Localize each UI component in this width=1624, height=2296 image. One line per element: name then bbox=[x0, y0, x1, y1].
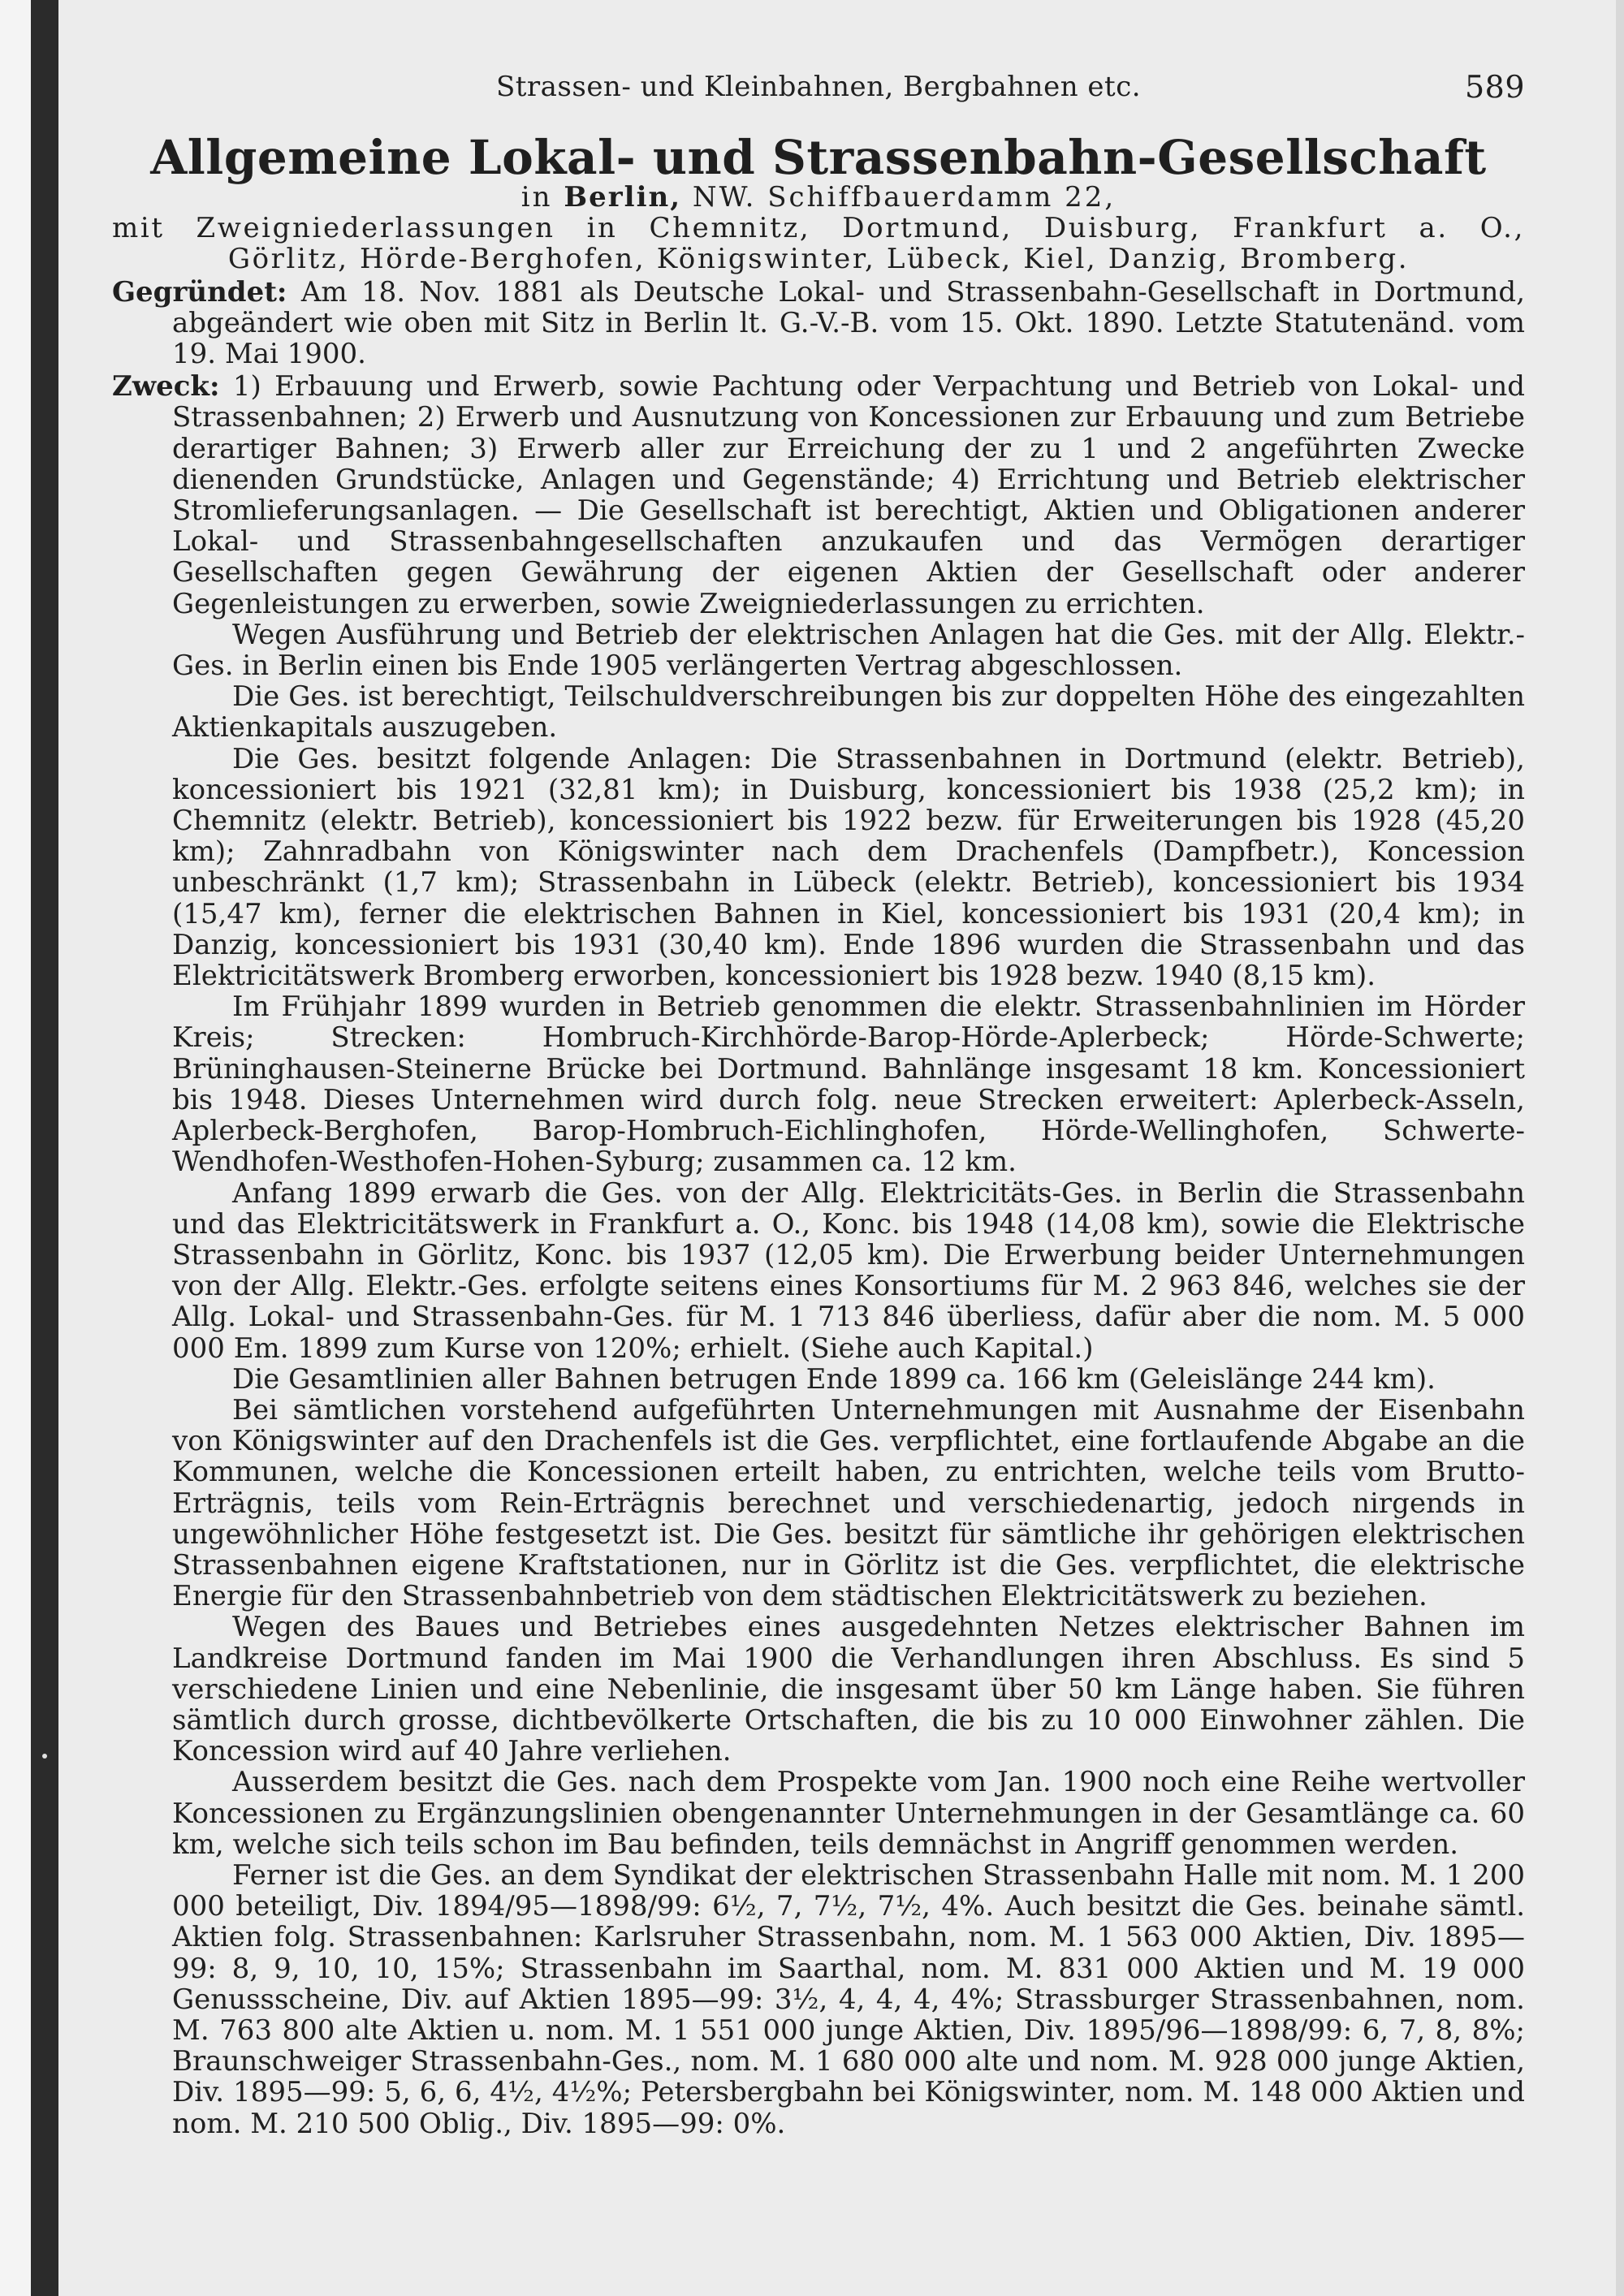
paragraph: Bei sämtlichen vorstehend aufgeführten Unternehmungen mit Ausnahme der Eisenbahn von Königswinter auf den Drachenfels ist die Ges. verpflichtet, eine fortlaufende Abgabe an die Kommunen, welche die Koncessionen erteilt haben, zu entrichten, welche teils vom Brutto-Erträgnis, teils vom Rein-Erträgnis berechnet und verschiedenartig, jedoch nirgends in ungewöhnlicher Höhe festgesetzt ist. Die Ges. besitzt für sämtliche ihr gehörigen elektrischen Strassenbahnen eigene Kraftstationen, nur in Görlitz ist die Ges. verpflichtet, die elektrische Energie für den Strassenbahnbetrieb von dem städtischen Elektricitätswerk zu beziehen. bbox=[172, 1393, 1525, 1613]
purpose-text: 1) Erbauung und Erwerb, sowie Pachtung oder Verpachtung und Betrieb von Lokal- und Strassenbahnen; 2) Erwerb und Ausnutzung von Koncessionen zur Erbauung und zum Betriebe derartiger Bahnen; 3) Erwerb aller zur Erreichung der zu 1 und 2 angeführten Zwecke dienenden Grundstücke, Anlagen und Gegenstände; 4) Errichtung und Betrieb elektrischer Stromlieferungsanlagen. — Die Gesellschaft ist berechtigt, Aktien und Obligationen anderer Lokal- und Strassenbahngesellschaften anzukaufen und das Vermögen derartiger Gesellschaften gegen Gewährung der eigenen Aktien der Gesellschaft oder anderer Gegenleistungen zu erwerben, sowie Zweigniederlassungen zu errichten. bbox=[172, 370, 1525, 620]
paragraph: Die Gesamtlinien aller Bahnen betrugen Ende 1899 ca. 166 km (Geleislänge 244 km). bbox=[232, 1362, 1436, 1396]
scan-margin-right bbox=[1616, 0, 1624, 2296]
paragraph: Ferner ist die Ges. an dem Syndikat der elektrischen Strassenbahn Halle mit nom. M. 1 200 000 beteiligt, Div. 1894/95—1898/99: 6½, 7, 7½, 7½, 4%. Auch besitzt die Ges. beinahe sämtl. Aktien folg. Strassenbahnen: Karlsruher Strassenbahn, nom. M. 1 563 000 Aktien, Div. 1895—99: 8, 9, 10, 10, 15%; Strassenbahn im Saarthal, nom. M. 831 000 Aktien und M. 19 000 Genussscheine, Div. auf Aktien 1895—99: 3½, 4, 4, 4, 4%; Strassburger Strassenbahnen, nom. M. 763 800 alte Aktien u. nom. M. 1 551 000 junge Aktien, Div. 1895/96—1898/99: 6, 7, 8, 8%; Braunschweiger Strassenbahn-Ges., nom. M. 1 680 000 alte und nom. M. 928 000 junge Aktien, Div. 1895—99: 5, 6, 6, 4½, 4½%; Petersbergbahn bei Königswinter, nom. M. 148 000 Aktien und nom. M. 210 500 Oblig., Div. 1895—99: 0%. bbox=[172, 1858, 1525, 2140]
company-address: NW. Schiffbauerdamm 22, bbox=[692, 181, 1116, 214]
page-header bbox=[112, 71, 1525, 114]
paragraph: Im Frühjahr 1899 wurden in Betrieb genommen die elektr. Strassenbahnlinien im Hörder Kreis; Strecken: Hombruch-Kirchhörde-Barop-Hörde-Aplerbeck; Hörde-Schwerte; Brüninghausen-Steinerne Brücke bei Dortmund. Bahnlänge insgesamt 18 km. Koncessioniert bis 1948. Dieses Unternehmen wird durch folg. neue Strecken erweitert: Aplerbeck-Asseln, Aplerbeck-Berghofen, Barop-Hombruch-Eichlinghofen, Hörde-Wellinghofen, Schwerte-Wendhofen-Westhofen-Hohen-Syburg; zusammen ca. 12 km. bbox=[172, 990, 1525, 1179]
company-city: Berlin, bbox=[564, 181, 682, 214]
paragraph: Die Ges. ist berechtigt, Teilschuldverschreibungen bis zur doppelten Höhe des eingezahlten Aktienkapitals auszugeben. bbox=[172, 680, 1525, 744]
paragraph: Ausserdem besitzt die Ges. nach dem Prospekte vom Jan. 1900 noch eine Reihe wertvoller Koncessionen zu Ergänzungslinien obengenannter Unternehmungen in der Gesamtlänge ca. 60 km, welche sich teils schon im Bau befinden, teils demnächst in Angriff genommen werden. bbox=[172, 1766, 1525, 1861]
founded-label: Gegründet: bbox=[112, 275, 287, 309]
purpose-paragraphs bbox=[112, 619, 1525, 2139]
document-page bbox=[58, 0, 1624, 2296]
running-title: Strassen- und Kleinbahnen, Bergbahnen etc. bbox=[495, 71, 1142, 103]
location-prefix: in bbox=[520, 181, 553, 214]
founded-text: Am 18. Nov. 1881 als Deutsche Lokal- und Strassenbahn-Gesellschaft in Dortmund, abgeändert wie oben mit Sitz in Berlin lt. G.-V.-B. vom 15. Okt. 1890. Letzte Statutenänd. vom 19. Mai 1900. bbox=[172, 275, 1526, 371]
company-title: Allgemeine Lokal- und Strassenbahn-Gesellschaft bbox=[150, 130, 1487, 185]
purpose-section bbox=[112, 371, 1525, 619]
paragraph: Anfang 1899 erwarb die Ges. von der Allg. Elektricitäts-Ges. in Berlin die Strassenbahn und das Elektricitätswerk in Frankfurt a. O., Konc. bis 1948 (14,08 km), sowie die Elektrische Strassenbahn in Görlitz, Konc. bis 1937 (12,05 km). Die Erwerbung beider Unternehmungen von der Allg. Elektr.-Ges. erfolgte seitens eines Konsortiums für M. 2 963 846, welches sie der Allg. Lokal- und Strassenbahn-Ges. für M. 1 713 846 überliess, dafür aber die nom. M. 5 000 000 Em. 1899 zum Kurse von 120%; erhielt. (Siehe auch Kapital.) bbox=[172, 1176, 1525, 1365]
branches-line-1: mit Zweigniederlassungen in Chemnitz, Dortmund, Duisburg, Frankfurt a. O., bbox=[112, 212, 1525, 245]
branches-line-2: Görlitz, Hörde-Berghofen, Königswinter, Lübeck, Kiel, Danzig, Bromberg. bbox=[227, 243, 1410, 276]
paragraph: Wegen Ausführung und Betrieb der elektrischen Anlagen hat die Ges. mit der Allg. Elektr.-Ges. in Berlin einen bis Ende 1905 verlängerten Vertrag abgeschlossen. bbox=[172, 618, 1525, 683]
scan-margin-left bbox=[0, 0, 34, 2296]
purpose-label: Zweck: bbox=[112, 370, 220, 404]
paragraph: Die Ges. besitzt folgende Anlagen: Die Strassenbahnen in Dortmund (elektr. Betrieb), koncessioniert bis 1921 (32,81 km); in Duisburg, koncessioniert bis 1938 (25,2 km); in Chemnitz (elektr. Betrieb), koncessioniert bis 1922 bezw. für Erweiterungen bis 1928 (45,20 km); Zahnradbahn von Königswinter nach dem Drachenfels (Dampfbetr.), Koncession unbeschränkt (1,7 km); Strassenbahn in Lübeck (elektr. Betrieb), koncessioniert bis 1934 (15,47 km), ferner die elektrischen Bahnen in Kiel, koncessioniert bis 1931 (20,4 km); in Danzig, koncessioniert bis 1931 (30,40 km). Ende 1896 wurden die Strassenbahn und das Elektricitätswerk Bromberg erworben, koncessioniert bis 1928 bezw. 1940 (8,15 km). bbox=[172, 742, 1525, 993]
paragraph: Wegen des Baues und Betriebes eines ausgedehnten Netzes elektrischer Bahnen im Landkreise Dortmund fanden im Mai 1900 die Verhandlungen ihren Abschluss. Es sind 5 verschiedene Linien und eine Nebenlinie, die insgesamt über 50 km Länge haben. Sie führen sämtlich durch grosse, dichtbevölkerte Ortschaften, die bis zu 10 000 Einwohner zählen. Die Koncession wird auf 40 Jahre verliehen. bbox=[172, 1611, 1525, 1768]
page-content bbox=[112, 71, 1525, 2139]
page-number: 589 bbox=[1464, 69, 1525, 105]
book-spine-shadow bbox=[31, 0, 58, 2296]
founded-section bbox=[112, 277, 1525, 370]
company-location bbox=[112, 182, 1525, 213]
spine-mark bbox=[42, 1754, 47, 1759]
